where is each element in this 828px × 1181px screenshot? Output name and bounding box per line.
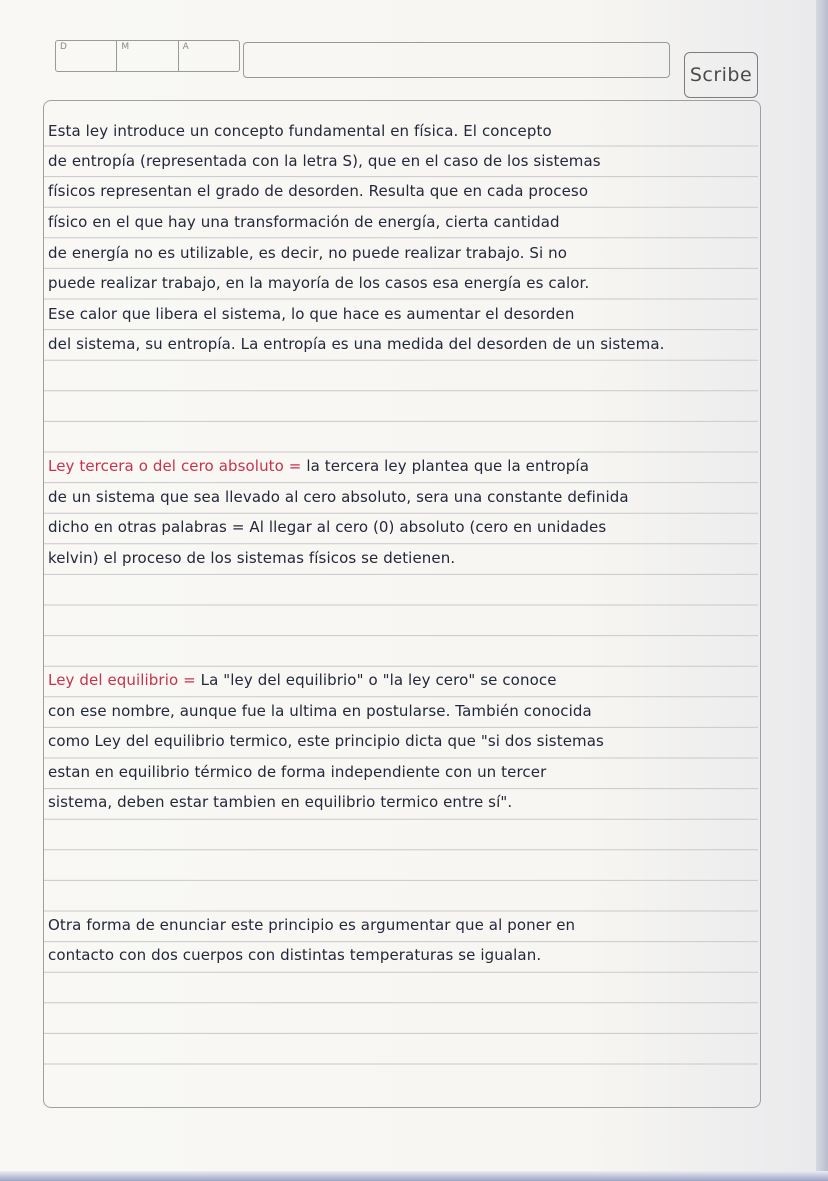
- p3-heading: Ley del equilibrio =: [48, 671, 196, 689]
- p2-line-2: de un sistema que sea llevado al cero absoluto, sera una constante definida: [48, 488, 629, 506]
- p3-first-line: [48, 667, 758, 693]
- p3-line-2: con ese nombre, aunque fue la ultima en postularse. También conocida: [48, 702, 592, 720]
- date-box: [55, 40, 240, 72]
- date-cell-day: [56, 41, 117, 71]
- p4-line-1: Otra forma de enunciar este principio es argumentar que al poner en: [48, 916, 576, 934]
- date-cell-year: [179, 41, 239, 71]
- p3-line-3: como Ley del equilibrio termico, este principio dicta que "si dos sistemas: [48, 732, 604, 750]
- p3-line-4: estan en equilibrio térmico de forma independiente con un tercer: [48, 763, 547, 781]
- p3-line-5: sistema, deben estar tambien en equilibrio termico entre sí".: [48, 793, 513, 811]
- title-box: [243, 42, 670, 78]
- p2-line-4: kelvin) el proceso de los sistemas físicos se detienen.: [48, 549, 456, 567]
- p3-first-line-rest: La "ley del equilibrio" o "la ley cero" se conoce: [195, 671, 557, 689]
- p2-first-line-rest: la tercera ley plantea que la entropía: [301, 457, 589, 475]
- date-letter-year: A: [182, 42, 189, 52]
- p1-line-5: de energía no es utilizable, es decir, no puede realizar trabajo. Si no: [48, 244, 568, 262]
- date-cell-month: [117, 41, 178, 71]
- date-letter-month: M: [121, 42, 130, 52]
- notebook-spine: [816, 0, 828, 1181]
- p1-line-4: físico en el que hay una transformación de energía, cierta cantidad: [48, 213, 560, 231]
- p1-line-8: del sistema, su entropía. La entropía es una medida del desorden de un sistema.: [48, 335, 665, 353]
- p1-line-6: puede realizar trabajo, en la mayoría de los casos esa energía es calor.: [48, 274, 590, 292]
- p1-line-3: físicos representan el grado de desorden. Resulta que en cada proceso: [48, 182, 589, 200]
- p1-line-1: Esta ley introduce un concepto fundamental en física. El concepto: [48, 122, 552, 140]
- p4-line-2: contacto con dos cuerpos con distintas temperaturas se igualan.: [48, 946, 542, 964]
- p2-heading: Ley tercera o del cero absoluto =: [48, 457, 302, 475]
- date-letter-day: D: [60, 42, 67, 52]
- p2-line-3: dicho en otras palabras = Al llegar al cero (0) absoluto (cero en unidades: [48, 518, 607, 536]
- p2-first-line: [48, 453, 758, 479]
- page-bottom-edge: [0, 1171, 828, 1181]
- p1-line-7: Ese calor que libera el sistema, lo que hace es aumentar el desorden: [48, 305, 575, 323]
- scribe-logo: Scribe: [684, 52, 758, 98]
- p1-line-2: de entropía (representada con la letra S), que en el caso de los sistemas: [48, 152, 601, 170]
